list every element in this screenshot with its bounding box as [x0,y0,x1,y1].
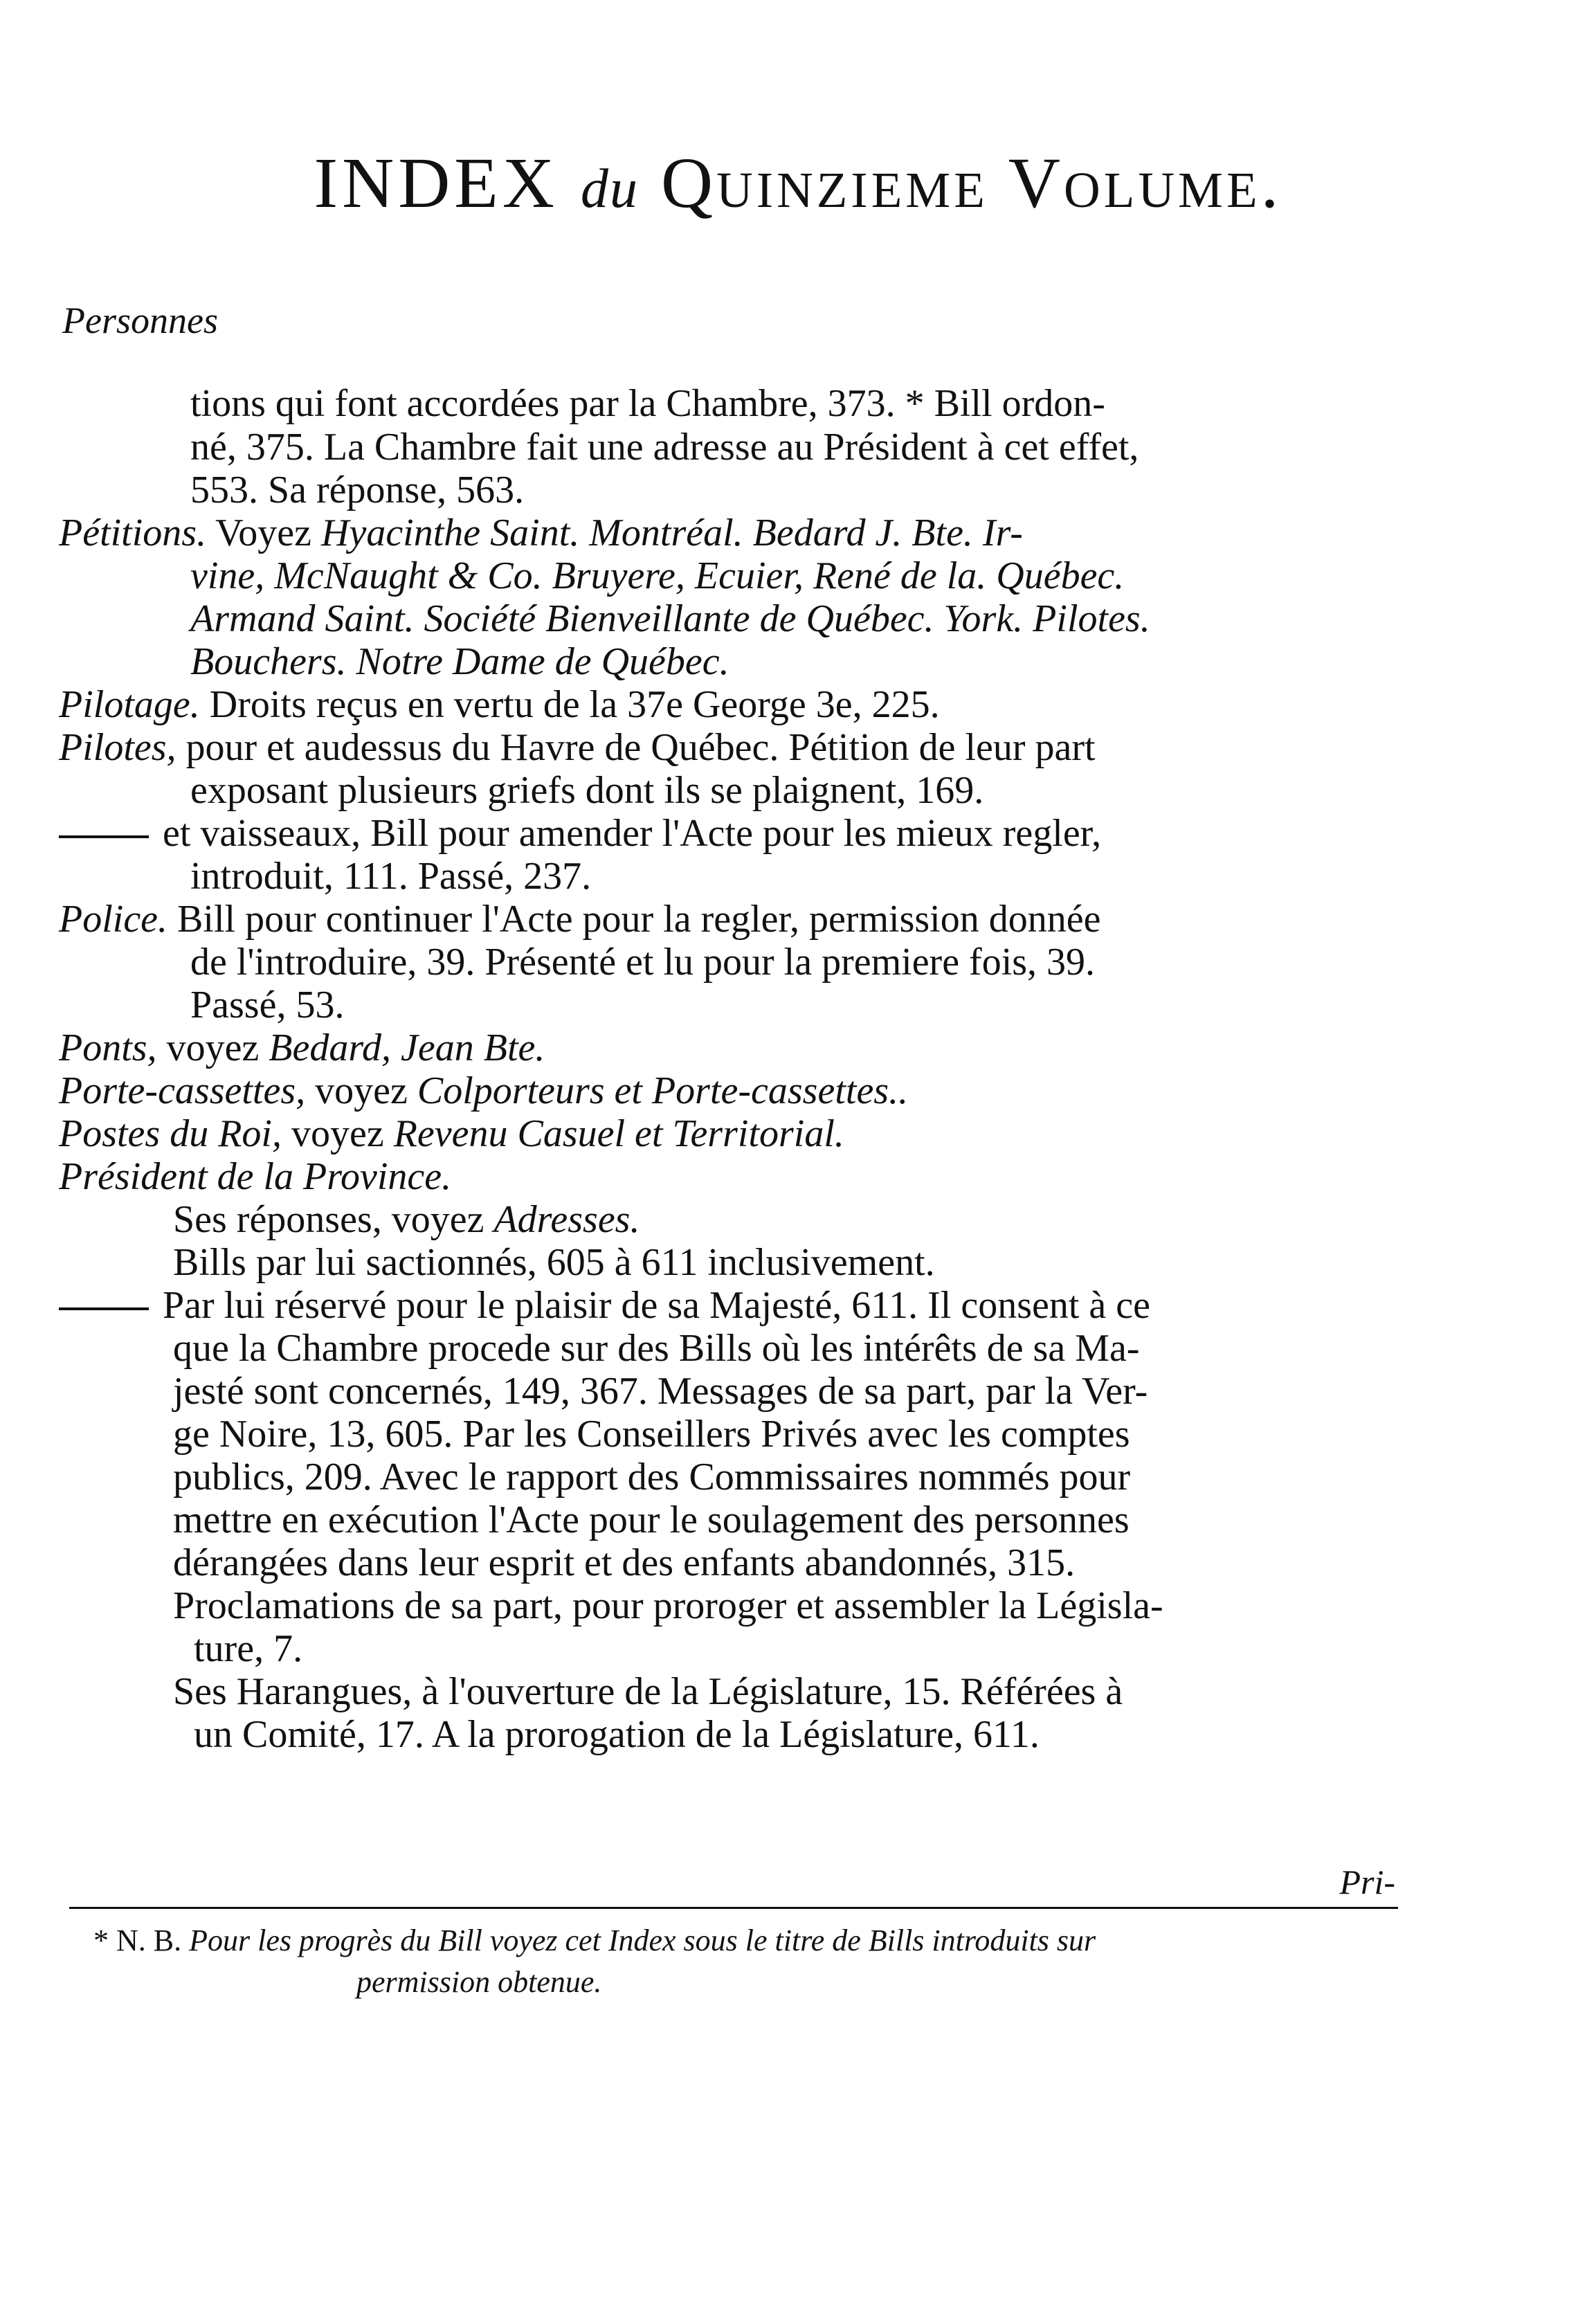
index-line [190,986,344,1024]
index-entry-text: publics, 209. Avec le rapport des Commissaires nommés pour [173,1456,1131,1498]
index-line [190,771,983,810]
index-line [173,1372,1148,1411]
index-entry-text: un Comité, 17. A la prorogation de la Législature, 611. [194,1713,1040,1756]
index-line [59,1026,545,1069]
index-entry-text: Voyez [206,511,322,554]
index-line [59,511,1023,554]
index-entry-italic: Bouchers. Notre Dame de Québec. [190,640,729,683]
footnote-text: Pour les progrès du Bill voyez cet Index sous le titre de Bills introduits sur [189,1923,1096,1957]
footnote-rule [69,1907,1398,1909]
index-entry-text: voyez [281,1112,394,1155]
index-entry-text: et vaisseaux, Bill pour amender l'Acte pour les mieux regler, [163,812,1102,855]
footnote-mark: * N. B. [93,1923,182,1957]
em-dash-rule [59,835,149,838]
index-entry-text: dérangées dans leur esprit et des enfants abandonnés, 315. [173,1541,1076,1584]
index-entry-text: Proclamations de sa part, pour proroger et assembler la Législa- [173,1584,1163,1627]
index-line [59,1071,908,1110]
index-line [190,428,1139,467]
index-line [190,556,1124,595]
index-entry-text: ture, 7. [194,1627,303,1670]
index-entry-italic: Hyacinthe Saint. Montréal. Bedard J. Bte. Ir- [321,511,1023,554]
index-line [59,900,1100,939]
index-entry-text: Bill pour continuer l'Acte pour la regler, permission donnée [167,898,1101,941]
footnote-line-1 [93,1923,1096,1958]
index-entry-text: né, 375. La Chambre fait une adresse au Président à cet effet, [190,426,1139,469]
index-entry-text: Ses Harangues, à l'ouverture de la Législature, 15. Référées à [173,1670,1123,1713]
index-line [173,1498,1130,1541]
index-entry-text: Droits reçus en vertu de la 37e George 3e, 225. [199,683,940,726]
index-entry-text: tions qui font accordées par la Chambre, 373. * Bill ordon- [190,382,1105,425]
index-entry-text: Ses réponses, voyez [173,1198,494,1241]
index-entry-text: voyez [305,1069,417,1112]
index-entry-text: mettre en exécution l'Acte pour le soulagement des personnes [173,1498,1130,1541]
index-entry-text: Passé, 53. [190,984,345,1026]
index-line [59,1114,844,1153]
em-dash-rule [59,1307,149,1310]
index-entry-italic: Adresses. [493,1198,640,1241]
index-line [190,599,1150,638]
index-line [59,814,1101,853]
index-entry-italic: Revenu Casuel et Territorial. [393,1112,844,1155]
index-line [190,857,591,896]
index-line [59,685,940,724]
index-line [173,1672,1123,1711]
index-entry-text: exposant plusieurs griefs dont ils se plaignent, 169. [190,769,984,812]
index-entry-italic: Postes du Roi, [59,1112,282,1155]
index-line [194,1629,302,1668]
catchword: Pri- [1339,1863,1395,1901]
title-part-index: INDEX [314,143,559,223]
index-entry-text: 553. Sa réponse, 563. [190,469,525,511]
index-entry-text: jesté sont concernés, 149, 367. Messages de sa part, par la Ver- [173,1370,1148,1413]
index-entry-italic: Ponts, [59,1026,157,1069]
index-entry-text: voyez [156,1026,269,1069]
index-line [190,941,1096,984]
index-line [59,1286,1150,1325]
title-part-du: du [580,159,639,219]
index-line [173,1200,640,1239]
running-head: Personnes [62,300,218,341]
index-line [59,1157,451,1196]
index-entry-italic: Pilotage. [59,683,200,726]
index-entry-italic: Président de la Province. [59,1155,452,1198]
index-line [190,471,524,509]
index-entry-italic: Colporteurs et Porte-cassettes.. [417,1069,909,1112]
index-line [173,1243,935,1282]
index-line [190,384,1105,423]
index-entry-italic: Armand Saint. Société Bienveillante de Québec. York. Pilotes. [190,597,1150,640]
index-entry-italic: vine, McNaught & Co. Bruyere, Ecuier, René de la. Québec. [190,554,1125,597]
index-line [173,1415,1130,1454]
page-title [0,142,1596,224]
index-entry-italic: Police. [59,898,168,941]
index-entry-text: Bills par lui sactionnés, 605 à 611 inclusivement. [173,1241,935,1284]
index-entry-italic: Bedard, Jean Bte. [269,1026,545,1069]
index-line [173,1329,1140,1368]
index-line [173,1586,1163,1625]
index-entry-italic: Pilotes, [59,726,176,769]
index-entry-text: que la Chambre procede sur des Bills où les intérêts de sa Ma- [173,1327,1140,1370]
index-entry-italic: Pétitions. [59,511,207,554]
index-line [173,1543,1075,1582]
footnote-line-2: permission obtenue. [356,1965,602,1999]
title-part-volume: Quinzieme Volume. [660,143,1282,223]
index-entry-italic: Porte-cassettes, [59,1069,306,1112]
index-line [59,728,1096,767]
index-line [173,1458,1130,1496]
index-entry-text: Par lui réservé pour le plaisir de sa Majesté, 611. Il consent à ce [163,1284,1150,1327]
index-entry-text: pour et audessus du Havre de Québec. Pétition de leur part [176,726,1096,769]
index-entry-text: introduit, 111. Passé, 237. [190,855,592,898]
index-line [190,642,729,681]
index-entry-text: ge Noire, 13, 605. Par les Conseillers Privés avec les comptes [173,1413,1130,1456]
index-entry-text: de l'introduire, 39. Présenté et lu pour la premiere fois, 39. [190,941,1096,984]
index-line [194,1715,1040,1754]
